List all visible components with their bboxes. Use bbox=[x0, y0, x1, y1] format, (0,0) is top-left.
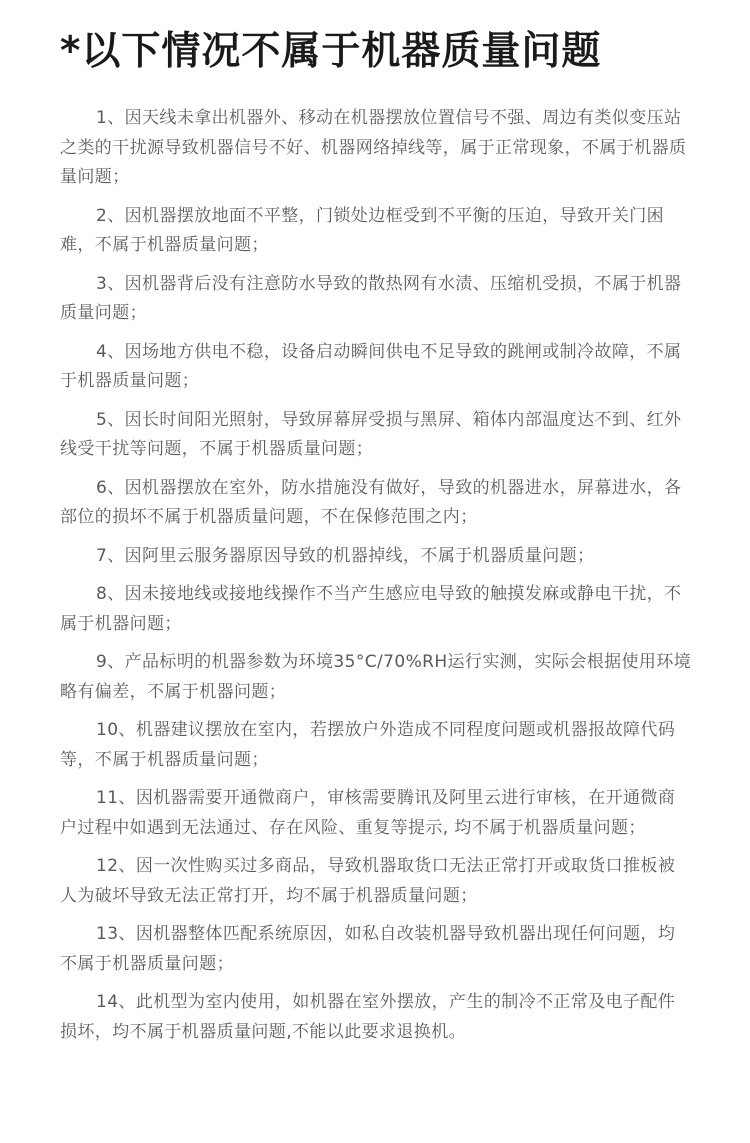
list-item: 13、因机器整体匹配系统原因，如私自改装机器导致机器出现任何问题，均不属于机器质量问题； bbox=[60, 924, 676, 974]
list-item: 10、机器建议摆放在室内，若摆放户外造成不同程度问题或机器报故障代码等，不属于机器质量问题； bbox=[60, 720, 676, 770]
list-item: 12、因一次性购买过多商品，导致机器取货口无法正常打开或取货口推板被人为破坏导致无法正常打开，均不属于机器质量问题； bbox=[60, 856, 676, 906]
list-item: 11、因机器需要开通微商户，审核需要腾讯及阿里云进行审核，在开通微商户过程中如遇到无法通过、存在风险、重复等提示, 均不属于机器质量问题； bbox=[60, 788, 676, 838]
list-item: 5、因长时间阳光照射，导致屏幕屏受损与黑屏、箱体内部温度达不到、红外线受干扰等问题，不属于机器质量问题； bbox=[60, 409, 682, 459]
list-item: 9、产品标明的机器参数为环境35°C/70%RH运行实测，实际会根据使用环境略有偏差，不属于机器问题； bbox=[60, 652, 692, 702]
list-item: 1、因天线未拿出机器外、移动在机器摆放位置信号不强、周边有类似变压站之类的干扰源导致机器信号不好、机器网络掉线等，属于正常现象，不属于机器质量问题； bbox=[60, 108, 687, 187]
list-item: 2、因机器摆放地面不平整，门锁处边框受到不平衡的压迫，导致开关门困难，不属于机器质量问题； bbox=[60, 205, 665, 255]
list-item: 14、此机型为室内使用，如机器在室外摆放，产生的制冷不正常及电子配件损坏，均不属于机器质量问题,不能以此要求退换机。 bbox=[60, 992, 676, 1042]
list-item: 6、因机器摆放在室外，防水措施没有做好，导致的机器进水，屏幕进水，各部位的损坏不属于机器质量问题，不在保修范围之内； bbox=[60, 477, 682, 527]
list-item: 4、因场地方供电不稳，设备启动瞬间供电不足导致的跳闸或制冷故障，不属于机器质量问题； bbox=[60, 341, 682, 391]
list-item: 8、因未接地线或接地线操作不当产生感应电导致的触摸发麻或静电干扰，不属于机器问题； bbox=[60, 584, 682, 634]
exclusions-list bbox=[60, 104, 692, 1047]
list-item: 3、因机器背后没有注意防水导致的散热网有水渍、压缩机受损，不属于机器质量问题； bbox=[60, 273, 682, 323]
page-title: *以下情况不属于机器质量问题 bbox=[60, 29, 602, 74]
list-item: 7、因阿里云服务器原因导致的机器掉线，不属于机器质量问题； bbox=[96, 545, 595, 566]
